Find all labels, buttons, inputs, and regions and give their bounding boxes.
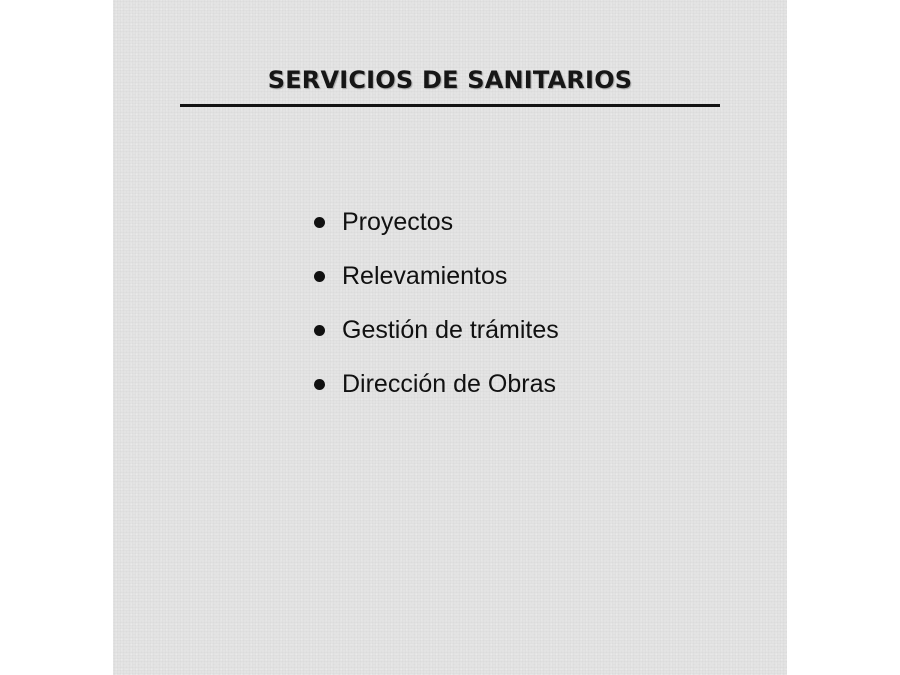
list-item-label: Gestión de trámites [342,316,559,344]
bullet-icon [314,217,325,228]
list-item-gestion-de-tramites [312,308,559,362]
services-list [312,200,559,416]
list-item-relevamientos [312,254,559,308]
title-underline [180,104,720,107]
bullet-icon [314,325,325,336]
list-item-direccion-de-obras [312,362,559,416]
list-item-proyectos [312,200,559,254]
slide [113,0,787,675]
bullet-icon [314,379,325,390]
list-item-label: Proyectos [342,208,454,236]
slide-title: SERVICIOS DE SANITARIOS [267,66,633,94]
list-item-label: Dirección de Obras [342,370,556,398]
bullet-icon [314,271,325,282]
list-item-label: Relevamientos [342,262,508,290]
